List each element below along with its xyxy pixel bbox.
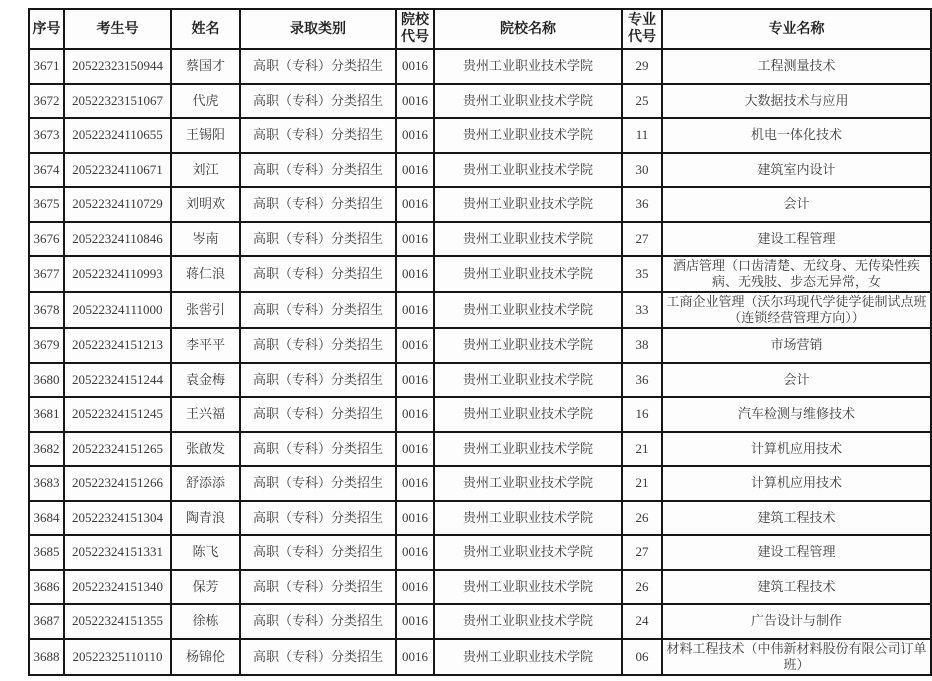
cell-college-name: 贵州工业职业技术学院 <box>434 466 622 501</box>
cell-admission-type: 高职（专科）分类招生 <box>240 466 396 501</box>
cell-candidate-no: 20522324151245 <box>64 397 171 432</box>
table-row <box>29 363 931 398</box>
cell-college-code: 0016 <box>396 222 434 257</box>
cell-candidate-no: 20522324110846 <box>64 222 171 257</box>
cell-name: 王兴福 <box>171 397 240 432</box>
cell-serial: 3675 <box>29 187 64 222</box>
cell-candidate-no: 20522324110655 <box>64 118 171 153</box>
cell-major-name: 工程测量技术 <box>662 49 931 84</box>
cell-name: 岑南 <box>171 222 240 257</box>
cell-serial: 3680 <box>29 363 64 398</box>
header-major-code: 专业代号 <box>622 9 662 49</box>
cell-major-code: 26 <box>622 570 662 605</box>
header-major-name: 专业名称 <box>662 9 931 49</box>
cell-candidate-no: 20522323151067 <box>64 84 171 119</box>
cell-serial: 3681 <box>29 397 64 432</box>
cell-college-code: 0016 <box>396 328 434 363</box>
cell-college-code: 0016 <box>396 187 434 222</box>
cell-name: 舒添添 <box>171 466 240 501</box>
cell-serial: 3677 <box>29 256 64 292</box>
header-serial: 序号 <box>29 9 64 49</box>
cell-name: 王锡阳 <box>171 118 240 153</box>
cell-college-name: 贵州工业职业技术学院 <box>434 153 622 188</box>
table-header <box>29 9 931 49</box>
cell-college-code: 0016 <box>396 118 434 153</box>
cell-major-code: 27 <box>622 535 662 570</box>
cell-name: 张啟发 <box>171 432 240 467</box>
cell-college-name: 贵州工业职业技术学院 <box>434 187 622 222</box>
table-body <box>29 49 931 675</box>
header-name: 姓名 <box>171 9 240 49</box>
cell-serial: 3684 <box>29 501 64 536</box>
cell-major-name: 建设工程管理 <box>662 222 931 257</box>
cell-major-code: 24 <box>622 604 662 639</box>
cell-serial: 3678 <box>29 292 64 328</box>
cell-candidate-no: 20522324110729 <box>64 187 171 222</box>
cell-college-name: 贵州工业职业技术学院 <box>434 604 622 639</box>
cell-serial: 3686 <box>29 570 64 605</box>
cell-major-name: 材料工程技术（中伟新材料股份有限公司订单班） <box>662 639 931 675</box>
cell-name: 刘明欢 <box>171 187 240 222</box>
cell-name: 徐栋 <box>171 604 240 639</box>
cell-major-code: 16 <box>622 397 662 432</box>
cell-admission-type: 高职（专科）分类招生 <box>240 187 396 222</box>
cell-major-name: 计算机应用技术 <box>662 466 931 501</box>
cell-major-code: 36 <box>622 187 662 222</box>
cell-college-code: 0016 <box>396 49 434 84</box>
cell-major-code: 26 <box>622 501 662 536</box>
header-admission-type: 录取类别 <box>240 9 396 49</box>
cell-serial: 3671 <box>29 49 64 84</box>
cell-major-code: 06 <box>622 639 662 675</box>
cell-college-code: 0016 <box>396 466 434 501</box>
cell-serial: 3682 <box>29 432 64 467</box>
cell-college-code: 0016 <box>396 153 434 188</box>
table-row <box>29 118 931 153</box>
table-row <box>29 466 931 501</box>
cell-major-name: 建设工程管理 <box>662 535 931 570</box>
cell-candidate-no: 20522324151340 <box>64 570 171 605</box>
table-row <box>29 187 931 222</box>
cell-major-name: 建筑工程技术 <box>662 501 931 536</box>
cell-candidate-no: 20522324151304 <box>64 501 171 536</box>
table-row <box>29 604 931 639</box>
cell-admission-type: 高职（专科）分类招生 <box>240 604 396 639</box>
cell-major-code: 36 <box>622 363 662 398</box>
cell-name: 陶青浪 <box>171 501 240 536</box>
cell-college-name: 贵州工业职业技术学院 <box>434 328 622 363</box>
cell-major-name: 计算机应用技术 <box>662 432 931 467</box>
table-row <box>29 84 931 119</box>
cell-major-code: 11 <box>622 118 662 153</box>
cell-college-name: 贵州工业职业技术学院 <box>434 363 622 398</box>
cell-name: 保芳 <box>171 570 240 605</box>
cell-candidate-no: 20522324151213 <box>64 328 171 363</box>
cell-major-code: 29 <box>622 49 662 84</box>
cell-college-code: 0016 <box>396 639 434 675</box>
cell-admission-type: 高职（专科）分类招生 <box>240 501 396 536</box>
cell-college-code: 0016 <box>396 535 434 570</box>
cell-name: 蔡国才 <box>171 49 240 84</box>
cell-college-code: 0016 <box>396 84 434 119</box>
cell-college-name: 贵州工业职业技术学院 <box>434 535 622 570</box>
cell-admission-type: 高职（专科）分类招生 <box>240 49 396 84</box>
cell-major-code: 21 <box>622 466 662 501</box>
cell-admission-type: 高职（专科）分类招生 <box>240 570 396 605</box>
cell-major-code: 30 <box>622 153 662 188</box>
cell-major-name: 建筑工程技术 <box>662 570 931 605</box>
cell-admission-type: 高职（专科）分类招生 <box>240 639 396 675</box>
cell-candidate-no: 20522323150944 <box>64 49 171 84</box>
cell-major-code: 27 <box>622 222 662 257</box>
cell-admission-type: 高职（专科）分类招生 <box>240 256 396 292</box>
cell-serial: 3676 <box>29 222 64 257</box>
cell-candidate-no: 20522324151244 <box>64 363 171 398</box>
cell-major-name: 大数据技术与应用 <box>662 84 931 119</box>
cell-serial: 3685 <box>29 535 64 570</box>
cell-major-name: 汽车检测与维修技术 <box>662 397 931 432</box>
cell-college-code: 0016 <box>396 570 434 605</box>
cell-candidate-no: 20522324110993 <box>64 256 171 292</box>
cell-major-code: 33 <box>622 292 662 328</box>
cell-name: 杨锦伦 <box>171 639 240 675</box>
cell-college-name: 贵州工业职业技术学院 <box>434 432 622 467</box>
cell-major-name: 会计 <box>662 363 931 398</box>
table-row <box>29 432 931 467</box>
cell-admission-type: 高职（专科）分类招生 <box>240 118 396 153</box>
table-row <box>29 570 931 605</box>
cell-college-name: 贵州工业职业技术学院 <box>434 501 622 536</box>
cell-college-name: 贵州工业职业技术学院 <box>434 84 622 119</box>
table-row <box>29 49 931 84</box>
cell-serial: 3674 <box>29 153 64 188</box>
cell-college-name: 贵州工业职业技术学院 <box>434 639 622 675</box>
table-row <box>29 397 931 432</box>
cell-admission-type: 高职（专科）分类招生 <box>240 292 396 328</box>
cell-college-code: 0016 <box>396 292 434 328</box>
table-row <box>29 639 931 675</box>
cell-candidate-no: 20522324151355 <box>64 604 171 639</box>
cell-admission-type: 高职（专科）分类招生 <box>240 222 396 257</box>
cell-name: 刘江 <box>171 153 240 188</box>
cell-serial: 3673 <box>29 118 64 153</box>
cell-admission-type: 高职（专科）分类招生 <box>240 363 396 398</box>
admission-results-table <box>28 8 932 676</box>
cell-admission-type: 高职（专科）分类招生 <box>240 397 396 432</box>
table-row <box>29 535 931 570</box>
cell-major-code: 35 <box>622 256 662 292</box>
cell-name: 袁金梅 <box>171 363 240 398</box>
cell-serial: 3688 <box>29 639 64 675</box>
cell-college-code: 0016 <box>396 501 434 536</box>
cell-serial: 3687 <box>29 604 64 639</box>
cell-admission-type: 高职（专科）分类招生 <box>240 84 396 119</box>
cell-college-code: 0016 <box>396 397 434 432</box>
cell-college-name: 贵州工业职业技术学院 <box>434 256 622 292</box>
cell-college-name: 贵州工业职业技术学院 <box>434 570 622 605</box>
cell-college-name: 贵州工业职业技术学院 <box>434 49 622 84</box>
cell-major-name: 酒店管理（口齿清楚、无纹身、无传染性疾病、无残肢、步态无异常，女 <box>662 256 931 292</box>
table-row <box>29 292 931 328</box>
cell-candidate-no: 20522324151331 <box>64 535 171 570</box>
cell-college-code: 0016 <box>396 432 434 467</box>
table-row <box>29 501 931 536</box>
table-row <box>29 328 931 363</box>
cell-admission-type: 高职（专科）分类招生 <box>240 432 396 467</box>
cell-candidate-no: 20522324151266 <box>64 466 171 501</box>
header-row <box>29 9 931 49</box>
cell-candidate-no: 20522324151265 <box>64 432 171 467</box>
cell-college-name: 贵州工业职业技术学院 <box>434 292 622 328</box>
cell-candidate-no: 20522325110110 <box>64 639 171 675</box>
cell-serial: 3683 <box>29 466 64 501</box>
cell-name: 陈飞 <box>171 535 240 570</box>
cell-name: 李平平 <box>171 328 240 363</box>
header-college-code: 院校代号 <box>396 9 434 49</box>
cell-candidate-no: 20522324110671 <box>64 153 171 188</box>
cell-serial: 3672 <box>29 84 64 119</box>
cell-major-name: 广告设计与制作 <box>662 604 931 639</box>
cell-major-code: 25 <box>622 84 662 119</box>
cell-admission-type: 高职（专科）分类招生 <box>240 535 396 570</box>
table-row <box>29 222 931 257</box>
cell-major-name: 建筑室内设计 <box>662 153 931 188</box>
cell-college-code: 0016 <box>396 363 434 398</box>
table-row <box>29 153 931 188</box>
header-candidate-no: 考生号 <box>64 9 171 49</box>
cell-college-code: 0016 <box>396 256 434 292</box>
cell-major-code: 21 <box>622 432 662 467</box>
cell-major-name: 会计 <box>662 187 931 222</box>
cell-name: 蒋仁浪 <box>171 256 240 292</box>
cell-college-code: 0016 <box>396 604 434 639</box>
cell-college-name: 贵州工业职业技术学院 <box>434 397 622 432</box>
table-row <box>29 256 931 292</box>
cell-major-name: 市场营销 <box>662 328 931 363</box>
cell-admission-type: 高职（专科）分类招生 <box>240 153 396 188</box>
cell-admission-type: 高职（专科）分类招生 <box>240 328 396 363</box>
cell-major-name: 工商企业管理（沃尔玛现代学徒学徒制试点班（连锁经营管理方向）） <box>662 292 931 328</box>
header-college-name: 院校名称 <box>434 9 622 49</box>
cell-major-code: 38 <box>622 328 662 363</box>
cell-candidate-no: 20522324111000 <box>64 292 171 328</box>
cell-name: 代虎 <box>171 84 240 119</box>
cell-name: 张喾引 <box>171 292 240 328</box>
cell-serial: 3679 <box>29 328 64 363</box>
cell-college-name: 贵州工业职业技术学院 <box>434 222 622 257</box>
cell-major-name: 机电一体化技术 <box>662 118 931 153</box>
cell-college-name: 贵州工业职业技术学院 <box>434 118 622 153</box>
